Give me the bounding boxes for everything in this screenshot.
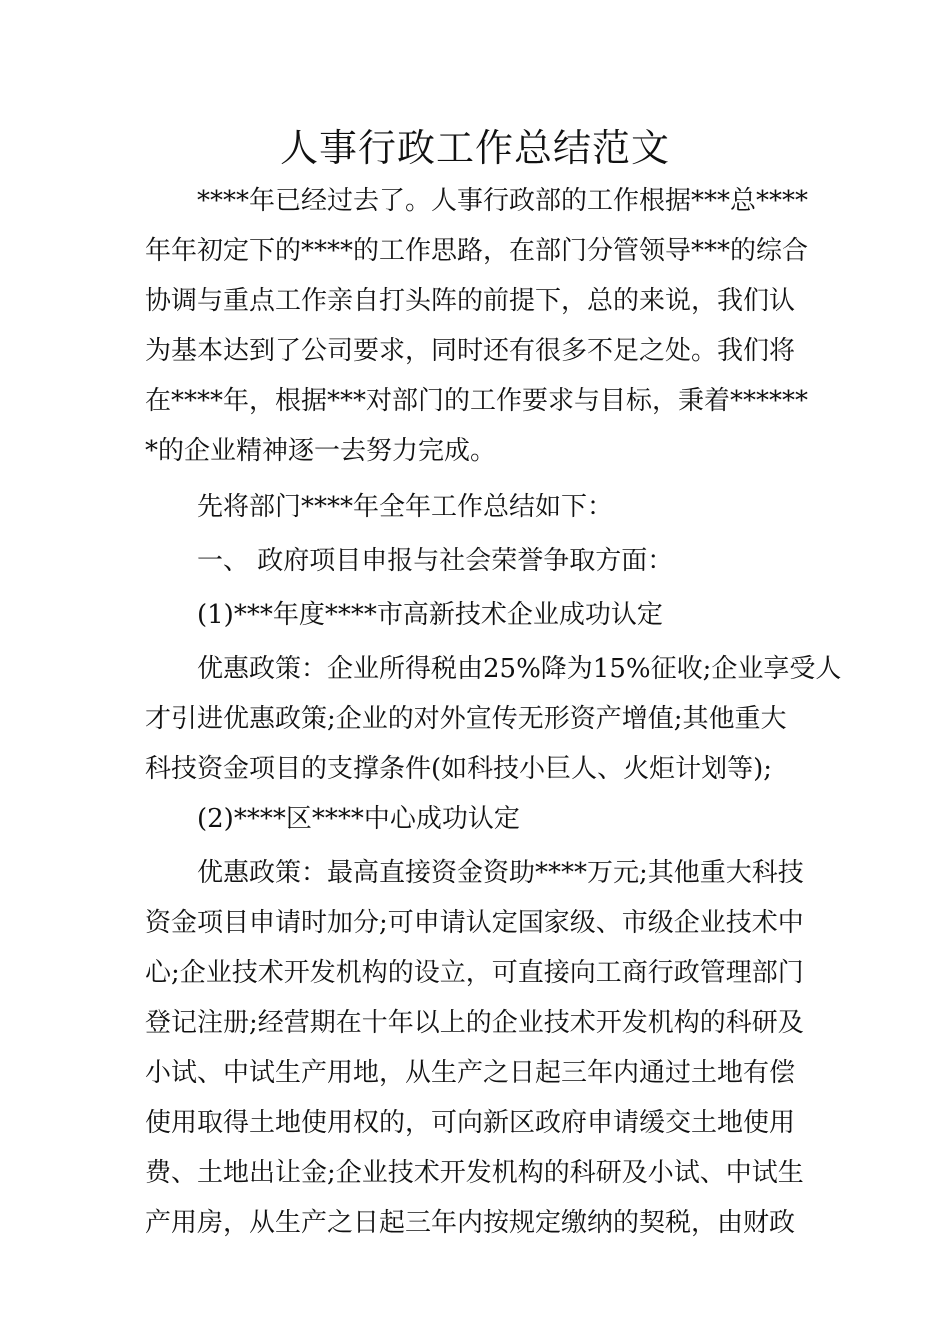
text-line: 费、土地出让金;企业技术开发机构的科研及小试、中试生 xyxy=(145,1158,804,1188)
text-line: ****年已经过去了。人事行政部的工作根据***总**** xyxy=(197,186,809,216)
text-line: *的企业精神逐一去努力完成。 xyxy=(145,436,497,466)
text-line: 小试、中试生产用地，从生产之日起三年内通过土地有偿 xyxy=(145,1058,796,1088)
text-line: 一、 政府项目申报与社会荣誉争取方面： xyxy=(197,546,674,576)
text-line: 先将部门****年全年工作总结如下： xyxy=(197,492,614,522)
text-line: 使用取得土地使用权的，可向新区政府申请缓交土地使用 xyxy=(145,1108,796,1138)
text-line: 协调与重点工作亲自打头阵的前提下，总的来说，我们认 xyxy=(145,286,796,316)
paragraph-intro xyxy=(145,176,810,476)
text-line: 年年初定下的****的工作思路，在部门分管领导***的综合 xyxy=(145,236,809,266)
document-title: 人事行政工作总结范文 xyxy=(279,126,670,170)
paragraph-policy-1 xyxy=(145,644,842,794)
text-line: (2)****区****中心成功认定 xyxy=(197,804,520,834)
text-line: 登记注册;经营期在十年以上的企业技术开发机构的科研及 xyxy=(145,1008,804,1038)
section-heading-1 xyxy=(145,536,810,586)
text-line: 心;企业技术开发机构的设立，可直接向工商行政管理部门 xyxy=(145,958,804,988)
paragraph-policy-2 xyxy=(145,848,810,1248)
text-line: 科技资金项目的支撑条件(如科技小巨人、火炬计划等); xyxy=(145,754,773,784)
document-body xyxy=(145,176,842,1248)
text-line: 优惠政策：最高直接资金资助****万元;其他重大科技 xyxy=(197,858,804,888)
paragraph-summary-lead xyxy=(145,482,810,532)
text-line: 资金项目申请时加分;可申请认定国家级、市级企业技术中 xyxy=(145,908,804,938)
text-line: (1)***年度****市高新技术企业成功认定 xyxy=(197,600,663,630)
text-line: 才引进优惠政策;企业的对外宣传无形资产增值;其他重大 xyxy=(145,704,787,734)
subsection-heading-2 xyxy=(145,794,810,844)
text-line: 产用房，从生产之日起三年内按规定缴纳的契税，由财政 xyxy=(145,1208,796,1238)
text-line: 优惠政策：企业所得税由25%降为15%征收;企业享受人 xyxy=(197,654,842,684)
text-line: 为基本达到了公司要求，同时还有很多不足之处。我们将 xyxy=(145,336,796,366)
subsection-heading-1 xyxy=(145,590,810,640)
text-line: 在****年，根据***对部门的工作要求与目标，秉着****** xyxy=(145,386,809,416)
